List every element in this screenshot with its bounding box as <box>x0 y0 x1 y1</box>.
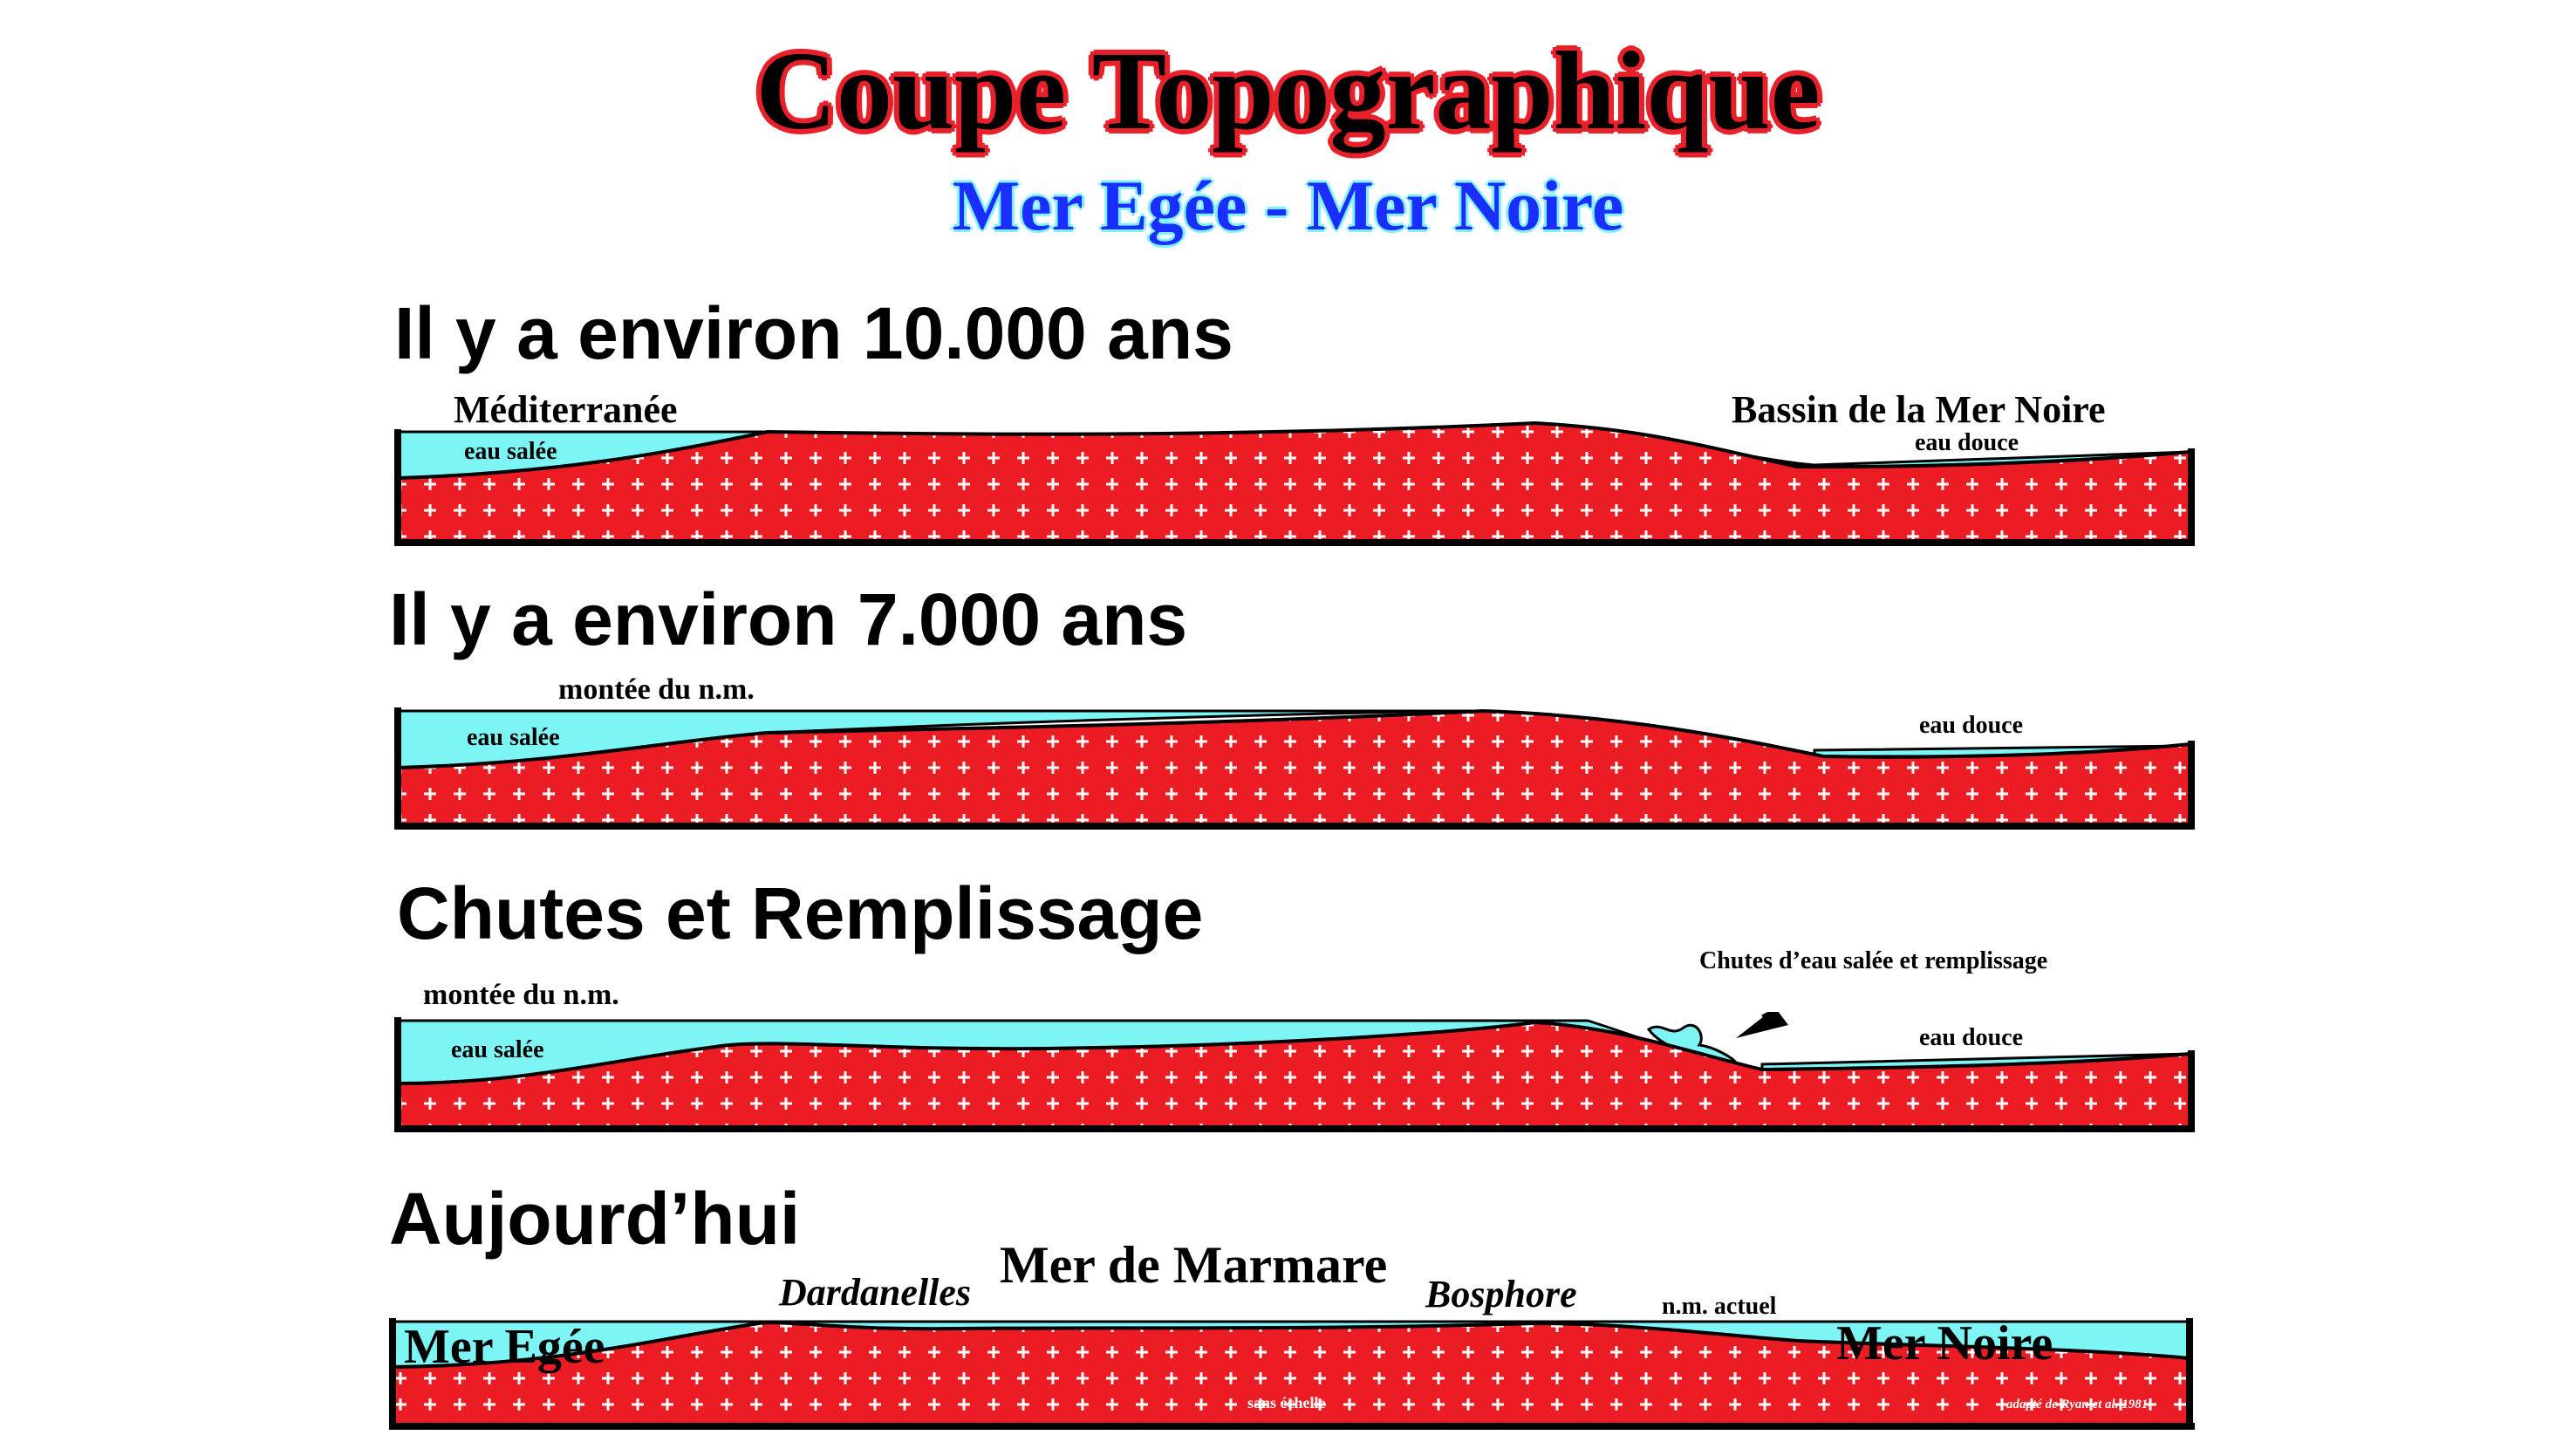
scale-note: sans échelle <box>1247 1394 1326 1411</box>
main-title: Coupe Topographique <box>755 29 1821 153</box>
panel-3-sea-level-label: montée du n.m. <box>423 979 619 1011</box>
panel-3-cross-section <box>0 1012 2576 1143</box>
sea-level-now-label: n.m. actuel <box>1662 1293 1777 1320</box>
panel-3-left-water-label: eau salée <box>451 1036 544 1063</box>
panel-2-heading: Il y a environ 7.000 ans <box>389 578 1188 660</box>
panel-4-heading: Aujourd’hui <box>389 1178 801 1260</box>
panel-2-right-water-label: eau douce <box>1919 712 2023 739</box>
panel-1-cross-section <box>0 419 2576 558</box>
panel-3-falls-note: Chutes d’eau salée et remplissage <box>1699 947 2048 974</box>
mer-egee-label: Mer Egée <box>404 1320 605 1374</box>
panel-4-cross-section <box>0 1313 2576 1435</box>
panel-1-heading: Il y a environ 10.000 ans <box>394 292 1233 374</box>
subtitle: Mer Egée - Mer Noire <box>952 166 1624 245</box>
panel-1-right-basin-label: Bassin de la Mer Noire <box>1732 388 2106 431</box>
panel-1-right-water-label: eau douce <box>1915 429 2019 456</box>
panel-2-left-water-label: eau salée <box>467 724 560 751</box>
mer-noire-label: Mer Noire <box>1836 1316 2053 1370</box>
panel-3-heading: Chutes et Remplissage <box>397 872 1204 954</box>
panel-1-left-sea-label: Méditerranée <box>454 388 678 431</box>
bosphore-label: Bosphore <box>1425 1273 1577 1315</box>
panel-3-right-water-label: eau douce <box>1919 1024 2023 1051</box>
panel-2-sea-level-label: montée du n.m. <box>558 673 755 706</box>
marmara-label: Mer de Marmare <box>1000 1236 1388 1294</box>
panel-2-cross-section <box>0 702 2576 842</box>
dardanelles-label: Dardanelles <box>779 1271 971 1314</box>
panel-1-left-water-label: eau salée <box>464 438 557 465</box>
source-credit: adapté de Ryan et al. 1981 <box>2006 1397 2149 1411</box>
